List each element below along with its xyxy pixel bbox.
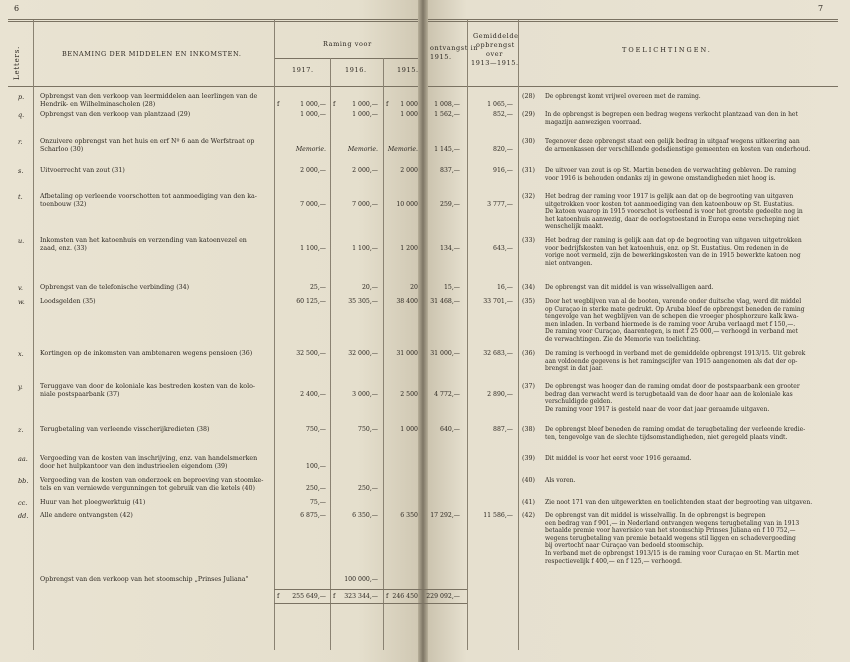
- row-value-ontvangst: 640,—: [440, 426, 460, 433]
- row-explanation-line: op Curaçao in sterke mate gedrukt. Op Aruba bleef de opbrengst beneden de raming: [545, 305, 805, 313]
- row-value-1917: 100,—: [306, 463, 326, 470]
- totals-currency-1916: f: [333, 593, 336, 600]
- row-explanation-line: wenschelijk maakt.: [545, 223, 604, 231]
- header-top-rule-right: [428, 19, 838, 20]
- row-explanation-line: bij overtocht naar Curaçao van bedoeld stoomschip.: [545, 542, 704, 550]
- row-value-ontvangst: 259,—: [440, 201, 460, 208]
- row-value-gemiddelde: 916,—: [493, 167, 513, 174]
- row-value-1917: 75,—: [309, 499, 326, 506]
- row-value-ontvangst: 134,—: [440, 245, 460, 252]
- row-value-1915: Memorie.: [387, 146, 418, 153]
- row-letter: u.: [18, 237, 25, 245]
- row-letter: x.: [18, 350, 24, 358]
- header-gem-a: Gemiddelde: [473, 32, 519, 40]
- row-letter: y.: [18, 383, 23, 391]
- col-rule-1917: [274, 20, 275, 650]
- row-note-number: (40): [522, 477, 535, 484]
- totals-rule: [274, 589, 467, 590]
- row-value-gemiddelde: 33 701,—: [483, 298, 513, 305]
- row-value-1917: 7 000,—: [300, 201, 326, 208]
- row-explanation-line: brengst in dat jaar.: [545, 365, 603, 373]
- col-rule-1916: [330, 58, 331, 650]
- row-value-1915: 1 000: [400, 111, 418, 118]
- header-gem-c: over: [486, 50, 503, 58]
- row-value-1916: 1 000,—: [352, 111, 378, 118]
- col-rule-letters: [33, 20, 34, 650]
- row-value-gemiddelde: 11 586,—: [483, 512, 513, 519]
- row-value-1917: 6 875,—: [300, 512, 326, 519]
- row-explanation-line: tengevolge van het wegblijven van de schepen die vroeger phosphorzure kalk kwa-: [545, 313, 799, 321]
- header-ontvangst-a: ontvangst in: [430, 44, 479, 52]
- row-note-number: (31): [522, 167, 535, 174]
- row-letter: v.: [18, 284, 23, 292]
- row-currency-1915: f: [386, 101, 389, 108]
- row-value-1917: 250,—: [306, 485, 326, 492]
- row-explanation-line: respectievelijk f 400,— en f 125,— verhoogd.: [545, 557, 682, 565]
- row-explanation-line: verschuldigde gelden.: [545, 398, 613, 406]
- header-naming: BENAMING DER MIDDELEN EN INKOMSTEN.: [62, 50, 242, 58]
- row-value-ontvangst: 17 292,—: [430, 512, 460, 519]
- row-value-1916: 2 000,—: [352, 167, 378, 174]
- row-explanation-line: De opbrengst van dit middel is wisselvallig. In de opbrengst is begrepen: [545, 512, 766, 519]
- row-explanation-line: De raming voor Curaçao, daarentegen, is met f 25 000,— verhoogd in verband met: [545, 328, 798, 336]
- row-value-1917: 2 400,—: [300, 391, 326, 398]
- row-description-line: Afbetaling op verleende voorschotten tot aanmoediging van den ka-: [40, 193, 257, 200]
- row-letter: r.: [18, 138, 23, 146]
- row-value-ontvangst: 31 468,—: [430, 298, 460, 305]
- row-letter: w.: [18, 298, 25, 306]
- row-note-number: (35): [522, 298, 535, 305]
- totals-1917: 255 649,—: [292, 593, 326, 600]
- row-description-line: tels en van verniewde vergunningen tot gebruik van die ketels (40): [40, 485, 255, 492]
- row-value-ontvangst: 1 008,—: [434, 101, 460, 108]
- row-description-line: niale postspaarbank (37): [40, 391, 120, 398]
- row-value-1917: 1 000,—: [300, 111, 326, 118]
- row-value-ontvangst: 1 145,—: [434, 146, 460, 153]
- row-note-number: (29): [522, 111, 535, 118]
- col-rule-gemiddelde: [518, 20, 519, 650]
- row-explanation-line: bedrag dan verwacht werd is terugbetaald van de door haar aan de koloniale kas: [545, 390, 793, 398]
- row-currency-1916: f: [333, 101, 336, 108]
- header-ontvangst-b: 1915.: [430, 53, 452, 61]
- totals-ontvangst: 229 092,—: [426, 593, 460, 600]
- row-letter: dd.: [18, 512, 29, 520]
- row-value-ontvangst: 31 000,—: [430, 350, 460, 357]
- row-description-line: Terugbetaling van verleende visscherijkredieten (38): [40, 426, 210, 433]
- row-description-line: Inkomsten van het katoenhuis en verzending van katoenvezel en: [40, 237, 247, 244]
- row-description-line: Uitvoerrecht van zout (31): [40, 167, 125, 174]
- header-bottom-rule-right: [428, 86, 838, 87]
- row-letter: aa.: [18, 455, 28, 463]
- row-value-1917: 32 500,—: [296, 350, 326, 357]
- row-description-line: door het hulpkantoor van den industrieelen eigendom (39): [40, 463, 228, 470]
- row-description-line: zaad, enz. (33): [40, 245, 87, 252]
- row-value-gemiddelde: 2 890,—: [487, 391, 513, 398]
- row-value-ontvangst: 4 772,—: [434, 391, 460, 398]
- row-explanation-line: de armenkassen der verschillende godsdienstige gemeenten en kosten van onderhoud.: [545, 145, 811, 153]
- row-explanation-line: Dit middel is voor het eerst voor 1916 geraamd.: [545, 455, 692, 462]
- row-explanation-line: vorige noot vermeld, zijn de bewerkingskosten van de in 1915 bewerkte katoen nog: [545, 252, 801, 260]
- row-value-1916: 35 305,—: [348, 298, 378, 305]
- row-description-line: Opbrengst van den verkoop van leermiddelen aan leerlingen van de: [40, 93, 258, 100]
- row-description-line: Alle andere ontvangsten (42): [40, 512, 133, 519]
- row-description-line: Vergoeding van de kosten van inschrijving, enz. van handelsmerken: [40, 455, 258, 462]
- header-letters: Letters.: [13, 45, 21, 80]
- page-number-right: 7: [818, 4, 824, 13]
- header-toelichtingen: TOELICHTINGEN.: [622, 46, 712, 54]
- row-value-1915: 1 000: [400, 101, 418, 108]
- header-top-rule-left-2: [8, 21, 418, 22]
- row-value-1917: 750,—: [306, 426, 326, 433]
- row-value-1916: 20,—: [361, 284, 378, 291]
- row-note-number: (38): [522, 426, 535, 433]
- page-number-left: 6: [14, 4, 20, 13]
- row-description-line: toenbouw (32): [40, 201, 87, 208]
- row-letter: t.: [18, 193, 23, 201]
- row-description-line: Scharloo (30): [40, 146, 84, 153]
- row-description-line: Huur van het ploegwerktuig (41): [40, 499, 146, 506]
- row-explanation-line: De uitvoer van zout is op St. Martin beneden de verwachting gebleven. De raming: [545, 167, 797, 174]
- row-value-gemiddelde: 852,—: [493, 111, 513, 118]
- row-value-1916: 7 000,—: [352, 201, 378, 208]
- row-value-1917: 60 125,—: [296, 298, 326, 305]
- row-description-line: Hendrik- en Wilhelminascholen (28): [40, 101, 156, 108]
- row-explanation-line: De katoen waarop in 1915 voorschot is verleend is voor het grootste gedeelte nog in: [545, 208, 803, 216]
- row-explanation-line: aan voldoende gegevens is het ramingscijfer van 1915 aangenomen als dat der op-: [545, 357, 798, 365]
- row-note-number: (34): [522, 284, 535, 291]
- header-top-rule-right-2: [428, 21, 838, 22]
- row-value-1917: Memorie.: [295, 146, 326, 153]
- row-value-gemiddelde: 32 683,—: [483, 350, 513, 357]
- row-value-1916: 32 000,—: [348, 350, 378, 357]
- extra-row-1916: 100 000,—: [344, 576, 378, 583]
- row-value-1915: 31 000: [396, 350, 418, 357]
- header-1917: 1917.: [292, 66, 314, 74]
- row-value-ontvangst: 837,—: [440, 167, 460, 174]
- row-description-line: Onzuivere opbrengst van het huis en erf Nº 6 aan de Werfstraat op: [40, 138, 255, 145]
- header-top-rule-left: [8, 19, 418, 20]
- row-value-1916: 1 100,—: [352, 245, 378, 252]
- row-description-line: Opbrengst van den verkoop van plantzaad (29): [40, 111, 191, 118]
- row-value-1916: Memorie.: [347, 146, 378, 153]
- row-value-1915: 6 350: [400, 512, 418, 519]
- row-explanation-line: Het bedrag der raming is gelijk aan dat op de begrooting van uitgaven uitgetrokken: [545, 237, 802, 244]
- row-description-line: Teruggave van door de koloniale kas bestreden kosten van de kolo-: [40, 383, 256, 390]
- row-value-gemiddelde: 1 065,—: [487, 101, 513, 108]
- row-explanation-line: Tegenover deze opbrengst staat een gelijk bedrag in uitgaaf wegens uitkeering aan: [545, 138, 800, 145]
- row-value-1916: 250,—: [358, 485, 378, 492]
- extra-row-desc: Opbrengst van den verkoop van het stoomschip „Prinses Juliana": [40, 576, 249, 583]
- row-value-1916: 1 000,—: [352, 101, 378, 108]
- row-explanation-line: betaalde premie voor haverisico van het stoomschip Prinses Juliana en f 10 752,—: [545, 527, 796, 535]
- row-description-line: Vergoeding van de kosten van onderzoek en beproeving van stoomke-: [40, 477, 264, 484]
- totals-currency-1917: f: [277, 593, 280, 600]
- row-value-ontvangst: 1 562,—: [434, 111, 460, 118]
- totals-rule-bottom: [274, 603, 467, 604]
- row-value-gemiddelde: 3 777,—: [487, 201, 513, 208]
- row-letter: s.: [18, 167, 24, 175]
- row-explanation-line: een bedrag van f 901,— in Nederland ontvangen wegens terugbetaling van in 1913: [545, 519, 800, 527]
- row-note-number: (28): [522, 93, 535, 100]
- row-note-number: (42): [522, 512, 535, 519]
- row-explanation-line: wegens terugbetaling van premie betaald wegens stil liggen en schadevergoeding: [545, 534, 796, 542]
- row-value-1915: 2 500: [400, 391, 418, 398]
- row-explanation-line: men inladen. In verband hiermede is de raming voor Aruba verlaagd met f 150,—.: [545, 320, 796, 328]
- row-letter: z.: [18, 426, 24, 434]
- header-gem-d: 1913—1915.: [471, 59, 519, 67]
- row-explanation-line: uitgetrokken voor kosten tot aanmoediging van den katoenbouw op St. Eustatius.: [545, 200, 794, 208]
- header-raming: Raming voor: [323, 40, 372, 48]
- row-note-number: (41): [522, 499, 535, 506]
- row-letter: p.: [18, 93, 25, 101]
- row-value-1917: 2 000,—: [300, 167, 326, 174]
- row-currency-1917: f: [277, 101, 280, 108]
- row-description-line: Kortingen op de inkomsten van ambtenaren wegens pensioen (36): [40, 350, 253, 357]
- row-value-1915: 10 000: [396, 201, 418, 208]
- row-value-1915: 38 400: [396, 298, 418, 305]
- row-value-gemiddelde: 820,—: [493, 146, 513, 153]
- row-explanation-line: niet ontvangen.: [545, 259, 593, 267]
- totals-currency-1915: f: [386, 593, 389, 600]
- row-value-1917: 1 000,—: [300, 101, 326, 108]
- row-note-number: (39): [522, 455, 535, 462]
- row-value-1916: 750,—: [358, 426, 378, 433]
- row-explanation-line: Door het wegblijven van al de booten, varende onder duitsche vlag, werd dit middel: [545, 298, 802, 305]
- row-letter: bb.: [18, 477, 29, 485]
- row-note-number: (37): [522, 383, 535, 390]
- row-explanation-line: het katoenhuis aanwezig, daar de oorlogstoestand in Europa eene verscheping niet: [545, 215, 800, 223]
- row-explanation-line: In de opbrengst is begrepen een bedrag wegens verkocht plantzaad van den in het: [545, 111, 798, 118]
- row-explanation-line: voor 1916 is behouden ondanks zij in gewone omstandigheden niet hoog is.: [545, 174, 776, 182]
- row-explanation-line: De opbrengst van dit middel is van wisselvalligen aard.: [545, 284, 714, 291]
- header-1915: 1915.: [397, 66, 419, 74]
- row-explanation-line: Als voren.: [545, 477, 576, 484]
- row-explanation-line: In verband met de opbrengst 1913/15 is de raming voor Curaçao en St. Martin met: [545, 550, 800, 557]
- header-bottom-rule-left: [8, 86, 418, 87]
- row-value-1915: 2 000: [400, 167, 418, 174]
- totals-1916: 323 344,—: [344, 593, 378, 600]
- row-description-line: Opbrengst van de telefonische verbinding (34): [40, 284, 190, 291]
- row-explanation-line: De raming is verhoogd in verband met de gemiddelde opbrengst 1913/15. Uit gebrek: [545, 350, 806, 357]
- row-note-number: (33): [522, 237, 535, 244]
- row-value-1916: 6 350,—: [352, 512, 378, 519]
- raming-sub-rule: [274, 58, 418, 59]
- col-rule-ontvangst: [467, 20, 468, 650]
- row-explanation-line: De opbrengst was hooger dan de raming omdat door de postspaarbank een grooter: [545, 383, 800, 390]
- row-value-gemiddelde: 887,—: [493, 426, 513, 433]
- row-explanation-line: De opbrengst bleef beneden de raming omdat de terugbetaling der verleende kredie-: [545, 426, 806, 433]
- row-value-1916: 3 000,—: [352, 391, 378, 398]
- row-letter: cc.: [18, 499, 28, 507]
- row-explanation-line: Zie noot 171 van den uitgewerkten en toelichtenden staat der begrooting van uitgaven.: [545, 499, 813, 506]
- row-value-ontvangst: 15,—: [443, 284, 460, 291]
- totals-1915: 246 450: [392, 593, 418, 600]
- row-value-1917: 1 100,—: [300, 245, 326, 252]
- row-value-1917: 25,—: [309, 284, 326, 291]
- row-note-number: (36): [522, 350, 535, 357]
- row-value-gemiddelde: 643,—: [493, 245, 513, 252]
- row-note-number: (32): [522, 193, 535, 200]
- row-value-gemiddelde: 16,—: [496, 284, 513, 291]
- row-note-number: (30): [522, 138, 535, 145]
- row-explanation-line: de verwachtingen. Zie de Memorie van toelichting.: [545, 336, 701, 343]
- row-explanation-line: De opbrengst komt vrijwel overeen met de raming.: [545, 93, 701, 100]
- header-1916: 1916.: [345, 66, 367, 74]
- header-gem-b: opbrengst: [476, 41, 515, 49]
- row-letter: q.: [18, 111, 25, 119]
- row-value-1915: 20: [410, 284, 418, 291]
- row-explanation-line: magazijn aanwezigen voorraad.: [545, 118, 642, 126]
- row-value-1915: 1 200: [400, 245, 418, 252]
- row-explanation-line: voor bedrijfskosten van het katoenhuis, enz. op St. Eustatius. Om redenen in de: [545, 244, 789, 252]
- row-explanation-line: ten, tengevolge van de slechte tijdsomstandigheden, niet geregeld plaats vindt.: [545, 433, 788, 441]
- row-description-line: Loodsgelden (35): [40, 298, 96, 305]
- row-explanation-line: Het bedrag der raming voor 1917 is gelijk aan dat op de begrooting van uitgaven: [545, 193, 794, 200]
- row-explanation-line: De raming voor 1917 is gesteld naar de voor dat jaar geraamde uitgaven.: [545, 405, 770, 413]
- book-spine: [418, 0, 428, 662]
- row-value-1915: 1 000: [400, 426, 418, 433]
